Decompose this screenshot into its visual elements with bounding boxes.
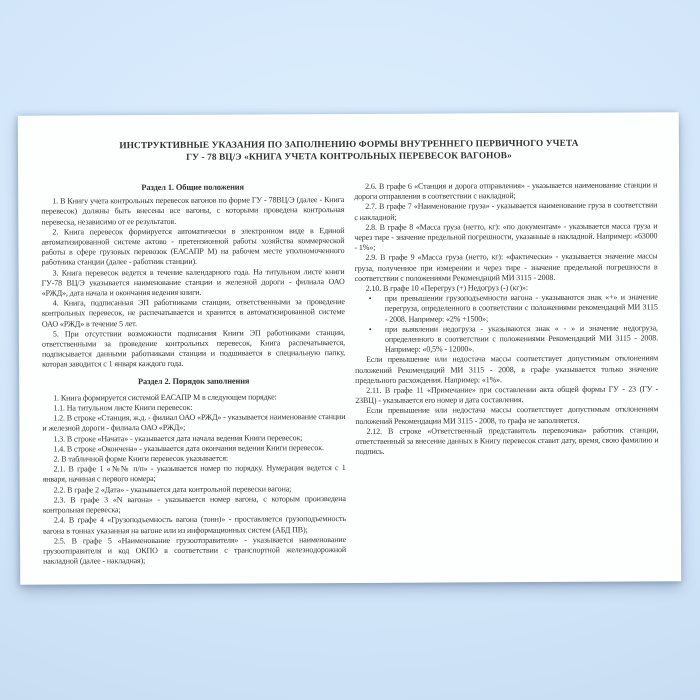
paragraph-2-2-2: 2.2. В графе 2 «Дата» - указывается дата контрольной перевески вагона;	[53, 483, 292, 495]
paragraph-2-2-9: 2.9. В графе 9 «Масса груза (нетто, кг): «фактически» - указывается значение массы груза, полученное при измерении и через тире - значение предельной погрешности в соответствии с положениями Рекомендаций МИ 3115 - 2008.	[354, 251, 658, 283]
document-title-line2: ГУ - 78 ВЦ/Э «КНИГА УЧЕТА КОНТРОЛЬНЫХ ПЕРЕВЕСОК ВАГОНОВ»	[186, 150, 512, 163]
paragraph-1-4: 4. Книга, подписанная ЭП работниками станции, ответственными за проведение контрольных перевесок, не распечатывается и хранится в автоматизированной системе ОАО «РЖД» в течение 5 лет.	[41, 297, 345, 329]
bullet-item-overload: • при превышении грузоподъемности вагона - указываются знак «+» и значение перегруза, определенного в соответствии с положениями рекомендаций МИ 3115 - 2008. Например: «2% +1500»;	[355, 293, 658, 325]
paragraph-tolerance-note-2: Если превышение или недостача массы соответствует допустимым отклонениям положений Рекомендации МИ 3115 - 2008, то графа не заполняется.	[355, 404, 659, 426]
document-page	[18, 112, 681, 584]
paragraph-2-intro: 1. Книга формируется системой ЕАСАПР М в следующем порядке:	[53, 392, 277, 403]
paragraph-2-1-2: 1.2. В строке «Станция, ж.д. - филиал ОАО «РЖД» - указывается наименование станции и железной дороги - филиала ОАО «РЖД»;	[42, 412, 346, 434]
paragraph-2-2-4: 2.4. В графе 4 «Грузоподъемность вагона (тонн)» - проставляется грузоподъемность вагона в тоннах указанная на вагоне или из информационных систем (АБД ПВ);	[42, 514, 346, 536]
bullet-item-underload: • при выявлении недогруза - указываются знак « - » и значение недогруза, определенного в соответствии с положениями Рекомендаций МИ 3115 - 2008. Например: «0,5% - 12000».	[355, 323, 658, 355]
document-title-line1: ИНСТРУКТИВНЫЕ УКАЗАНИЯ ПО ЗАПОЛНЕНИЮ ФОРМЫ ВНУТРЕННЕГО ПЕРВИЧНОГО УЧЕТА	[119, 138, 579, 152]
section-2-heading: Раздел 2. Порядок заполнения	[138, 376, 250, 386]
paragraph-2-1-1: 1.1. На титульном листе Книги перевесок:	[53, 402, 193, 413]
paragraph-1-3: 3. Книга перевесок ведется в течение календарного года. На титульном листе книги ГУ-78 ВЦ/Э указывается наименование станции и железной дороги - филиала ОАО «РЖД», дата начала и окончания ведения книги.	[41, 266, 345, 298]
paragraph-2-2-8: 2.8. В графе 8 «Масса груза (нетто, кг): «по документам» - указывается масса груза и через тире - значение предельной погрешности, указанные в накладной. Например: «63000 - 1%»;	[354, 221, 658, 253]
paragraph-2-2-10: 2.10. В графе 10 «Перегруз (+) Недогруз (-) (кг)»:	[365, 283, 529, 293]
paragraph-1-5: 5. При отсутствии возможности подписания Книги ЭП работниками станции, ответственными за проведение контрольных перевесок, Книга распечатывается, подписывается данными работниками станции и подшивается в специальную папку, которая заводится с 1 января каждого года.	[41, 327, 346, 370]
paragraph-2-2-7: 2.7. В графе 7 «Наименование груза» - указывается наименование груза в соответствии с накладной;	[354, 200, 658, 222]
paragraph-tolerance-note-1: Если превышение или недостача массы соответствует допустимым отклонениям положений Рекомендаций МИ 3115 - 2008, в графе указывается только значение предельного расхождения. Например: «1%».	[355, 353, 659, 385]
section-1-heading: Раздел 1. Общие положения	[141, 182, 244, 193]
paragraph-2-2-1: 2.1. В графе 1 «№№ п/п» - указывается номер по порядку. Нумерация ведется с 1 января, начиная с первого номера;	[42, 463, 346, 485]
paragraph-2-2-6: 2.6. В графе 6 «Станция и дорога отправления» - указывается наименование станции и дороги отправления в соответствии с накладной;	[354, 180, 658, 202]
paragraph-2-2-12: 2.12. В строке «Ответственный представитель перевозчика» работник станции, ответственный за внесение данных в Книгу перевесок ставит дату, время, свою фамилию и подпись.	[355, 425, 659, 457]
paragraph-2-2-3: 2.3. В графе 3 «N вагона» - указывается номер вагона, с которым произведена контрольная перевеска;	[42, 493, 346, 515]
paragraph-2-1-3: 1.3. В строке «Начата» - указывается дата начала ведения Книги перевесок;	[53, 432, 303, 444]
left-column	[41, 182, 346, 567]
paragraph-2-2-5: 2.5. В графе 5 «Наименование грузоотправителя» - указывается наименование грузоотправителя и код ОКПО в соответствии с транспортной железнодорожной накладной (далее - накладная);	[43, 534, 347, 566]
paragraph-1-2: 2. Книга перевесок формируется автоматически в электронном виде в Единой автоматизированной системе актово - претензионной работы хозяйства коммерческой работы в сфере грузовых перевозок (ЕАСАПР М) на рабочем месте уполномоченного работника станции (далее - работник станции).	[41, 225, 345, 268]
right-column	[354, 180, 659, 565]
document-title	[41, 138, 657, 164]
paragraph-1-1: 1. В Книгу учета контрольных перевесок вагонов по форме ГУ - 78ВЦ/Э (далее - Книга перевесок) должны быть внесены все вагоны, с которыми проведена контрольная перевеска, независимо от ее результатов.	[41, 195, 345, 227]
two-column-layout	[41, 180, 659, 567]
paragraph-2-1-4: 1.4. В строке «Окончена» - указывается дата окончания ведения Книги перевесок.	[53, 443, 324, 454]
paragraph-2-table-intro: 2. В табличной форме Книги перевесок указывается:	[53, 453, 229, 464]
paragraph-2-2-11: 2.11. В графе 11 «Примечание» при составлении акта общей формы ГУ - 23 (ГУ - 23ВЦ) - указывается его номер и дата составления.	[355, 384, 659, 406]
